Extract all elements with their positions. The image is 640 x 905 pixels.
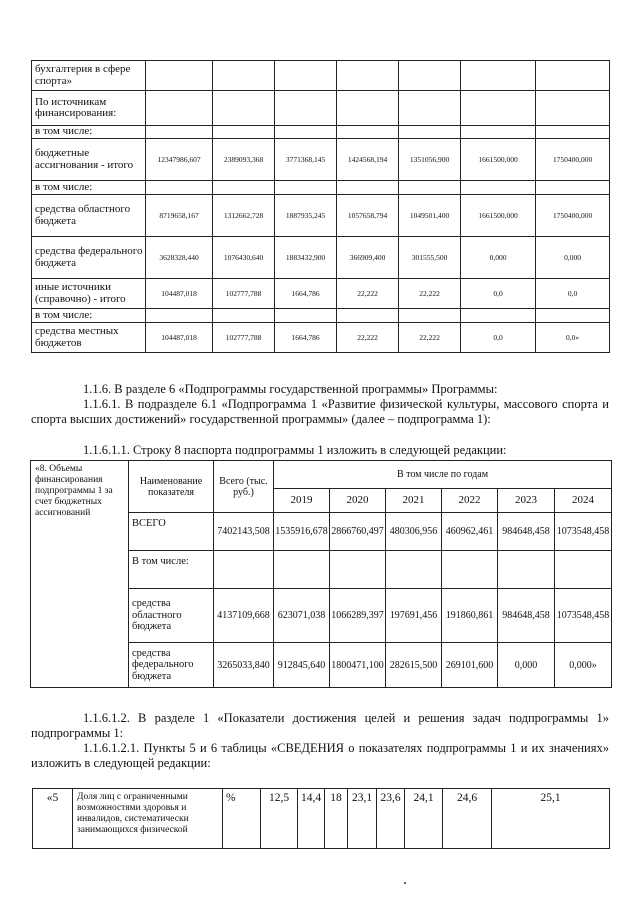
table2-cell (330, 551, 386, 589)
table1-cell (399, 126, 461, 139)
table2-row-label: средства федерального бюджета (129, 643, 214, 688)
table1-row (32, 91, 610, 126)
indicator-unit: % (223, 789, 261, 849)
table1-row (32, 279, 610, 309)
page-mark (404, 882, 406, 884)
table1-cell (461, 91, 536, 126)
paragraph-1-1-6-1-2: 1.1.6.1.2. В разделе 1 «Показатели достижения целей и решения задач подпрограммы 1» подпрограммы 1: (31, 711, 609, 740)
table1-row (32, 195, 610, 237)
year-header: 2020 (330, 489, 386, 513)
table1-row (32, 126, 610, 139)
table1-row (32, 323, 610, 353)
table1-cell (146, 61, 213, 91)
table1-row (32, 181, 610, 195)
table2-cell: 1073548,458 (555, 513, 612, 551)
table1-cell: 2389093,368 (213, 139, 275, 181)
table1-cell (275, 181, 337, 195)
table1-row-label: в том числе: (32, 181, 146, 195)
table1-cell: 3628328,440 (146, 237, 213, 279)
table2-cell (274, 551, 330, 589)
table1-cell: 102777,788 (213, 279, 275, 309)
indicator-value: 12,5 (261, 789, 298, 849)
table1-cell: 12347986,607 (146, 139, 213, 181)
passport-row-8-table (30, 460, 612, 688)
table1-cell: 0,0 (461, 323, 536, 353)
year-header: 2024 (555, 489, 612, 513)
table1-cell (337, 309, 399, 323)
table1-cell (275, 61, 337, 91)
table1-cell: 1750400,000 (536, 195, 610, 237)
table1-cell (337, 126, 399, 139)
table2-row-label: В том числе: (129, 551, 214, 589)
table1-cell: 1424568,194 (337, 139, 399, 181)
table2-cell: 1535916,678 (274, 513, 330, 551)
indicator-value: 23,6 (377, 789, 405, 849)
table2-cell: 984648,458 (498, 589, 555, 643)
table1-cell: 1664,786 (275, 279, 337, 309)
table1-cell (536, 181, 610, 195)
table1-cell: 1049501,400 (399, 195, 461, 237)
table1-cell (399, 91, 461, 126)
table1-row (32, 309, 610, 323)
table1-cell (461, 61, 536, 91)
table1-cell: 1883432,900 (275, 237, 337, 279)
table1-cell: 22,222 (337, 323, 399, 353)
passport-side-label: «8. Объемы финансирования подпрограммы 1 за счет бюджетных ассигнований (31, 461, 129, 688)
table1-cell (275, 91, 337, 126)
table1-cell: 366909,400 (337, 237, 399, 279)
table2-total (214, 551, 274, 589)
table1-cell (275, 309, 337, 323)
table1-cell: 22,222 (399, 323, 461, 353)
indicator-value: 23,1 (348, 789, 377, 849)
table2-cell: 480306,956 (386, 513, 442, 551)
table1-cell (146, 181, 213, 195)
table1-row-label: иные источники (справочно) - итого (32, 279, 146, 309)
table2-cell (555, 551, 612, 589)
paragraph-1-1-6-1-2-1: 1.1.6.1.2.1. Пункты 5 и 6 таблицы «СВЕДЕНИЯ о показателях подпрограммы 1 и их значениях» изложить в следующей редакции: (31, 741, 609, 770)
table1-cell: 1750400,000 (536, 139, 610, 181)
table1-cell: 0,0» (536, 323, 610, 353)
table1-cell: 1661500,000 (461, 139, 536, 181)
table1-row-label: бухгалтерия в сфере спорта» (32, 61, 146, 91)
table1-row-label: средства федерального бюджета (32, 237, 146, 279)
table1-cell: 0,000 (536, 237, 610, 279)
table2-total: 7402143,508 (214, 513, 274, 551)
indicator-value: 14,4 (298, 789, 325, 849)
indicator-value: 25,1 (492, 789, 610, 849)
table1-row-label: средства местных бюджетов (32, 323, 146, 353)
table2-cell (386, 551, 442, 589)
table1-cell: 1664,786 (275, 323, 337, 353)
table1-cell (536, 126, 610, 139)
financing-table-continued (31, 60, 610, 353)
table1-cell: 0,0 (461, 279, 536, 309)
table2-cell: 912845,640 (274, 643, 330, 688)
table1-cell: 1312662,728 (213, 195, 275, 237)
table1-cell (337, 61, 399, 91)
table1-cell (275, 126, 337, 139)
table1-cell: 1057658,794 (337, 195, 399, 237)
header-years: В том числе по годам (274, 461, 612, 489)
paragraph-1-1-6: 1.1.6. В разделе 6 «Подпрограммы государственной программы» Программы: (83, 382, 498, 396)
table1-cell (337, 181, 399, 195)
table1-cell (213, 126, 275, 139)
table1-cell (399, 181, 461, 195)
indicators-table (32, 788, 610, 849)
table1-cell (213, 91, 275, 126)
table1-cell (399, 309, 461, 323)
table1-cell: 1887935,245 (275, 195, 337, 237)
table2-cell: 1073548,458 (555, 589, 612, 643)
table2-cell: 191860,861 (442, 589, 498, 643)
table1-cell (213, 61, 275, 91)
table1-row-label: По источникам финансирования: (32, 91, 146, 126)
table2-cell: 984648,458 (498, 513, 555, 551)
table1-cell: 22,222 (337, 279, 399, 309)
table2-cell: 197691,456 (386, 589, 442, 643)
table1-row (32, 61, 610, 91)
table1-row-label: бюджетные ассигнования - итого (32, 139, 146, 181)
table1-cell: 3771368,145 (275, 139, 337, 181)
table1-cell (146, 91, 213, 126)
table2-cell (498, 551, 555, 589)
table2-cell: 269101,600 (442, 643, 498, 688)
year-header: 2021 (386, 489, 442, 513)
table2-cell: 1800471,100 (330, 643, 386, 688)
table1-cell (536, 91, 610, 126)
table1-row (32, 237, 610, 279)
indicator-value: 24,6 (443, 789, 492, 849)
table2-total: 3265033,840 (214, 643, 274, 688)
table2-cell: 2866760,497 (330, 513, 386, 551)
table2-cell: 623071,038 (274, 589, 330, 643)
table2-row-label: средства областного бюджета (129, 589, 214, 643)
table1-row-label: в том числе: (32, 309, 146, 323)
table2-cell: 0,000 (498, 643, 555, 688)
table1-cell (461, 309, 536, 323)
indicator-value: 18 (325, 789, 348, 849)
table1-cell (337, 91, 399, 126)
indicator-description: Доля лиц с ограниченными возможностями здоровья и инвалидов, систематически занимающихся физической (73, 789, 223, 849)
header-name: Наименование показателя (129, 461, 214, 513)
table1-cell: 1076430,640 (213, 237, 275, 279)
table1-row-label: в том числе: (32, 126, 146, 139)
table2-cell: 1066289,397 (330, 589, 386, 643)
year-header: 2019 (274, 489, 330, 513)
table1-cell: 104487,018 (146, 279, 213, 309)
table2-row-label: ВСЕГО (129, 513, 214, 551)
table1-cell (213, 181, 275, 195)
indicator-value: 24,1 (405, 789, 443, 849)
table1-cell (536, 309, 610, 323)
table1-cell: 102777,788 (213, 323, 275, 353)
table2-cell (442, 551, 498, 589)
table1-cell: 0,000 (461, 237, 536, 279)
table1-cell: 104487,018 (146, 323, 213, 353)
table1-cell: 1351056,900 (399, 139, 461, 181)
table1-cell: 1661500,000 (461, 195, 536, 237)
header-total: Всего (тыс. руб.) (214, 461, 274, 513)
table2-cell: 282615,500 (386, 643, 442, 688)
table1-cell: 8719658,167 (146, 195, 213, 237)
table1-cell (213, 309, 275, 323)
table2-total: 4137109,668 (214, 589, 274, 643)
table1-cell (146, 126, 213, 139)
table2-cell: 0,000» (555, 643, 612, 688)
year-header: 2022 (442, 489, 498, 513)
table1-cell (461, 126, 536, 139)
paragraph-1-1-6-1-1: 1.1.6.1.1. Строку 8 паспорта подпрограммы 1 изложить в следующей редакции: (83, 443, 507, 457)
table2-cell: 460962,461 (442, 513, 498, 551)
paragraph-1-1-6-1: 1.1.6.1. В подразделе 6.1 «Подпрограмма 1 «Развитие физической культуры, массового спорта и спорта высших достижений» государственной программы» (далее – подпрограмма 1): (31, 397, 609, 426)
table1-cell: 22,222 (399, 279, 461, 309)
table1-cell (399, 61, 461, 91)
year-header: 2023 (498, 489, 555, 513)
indicator-number: «5 (33, 789, 73, 849)
table1-row (32, 139, 610, 181)
table1-cell (536, 61, 610, 91)
table1-cell (461, 181, 536, 195)
table1-row-label: средства областного бюджета (32, 195, 146, 237)
table1-cell: 301555,500 (399, 237, 461, 279)
table1-cell: 0,0 (536, 279, 610, 309)
table1-cell (146, 309, 213, 323)
